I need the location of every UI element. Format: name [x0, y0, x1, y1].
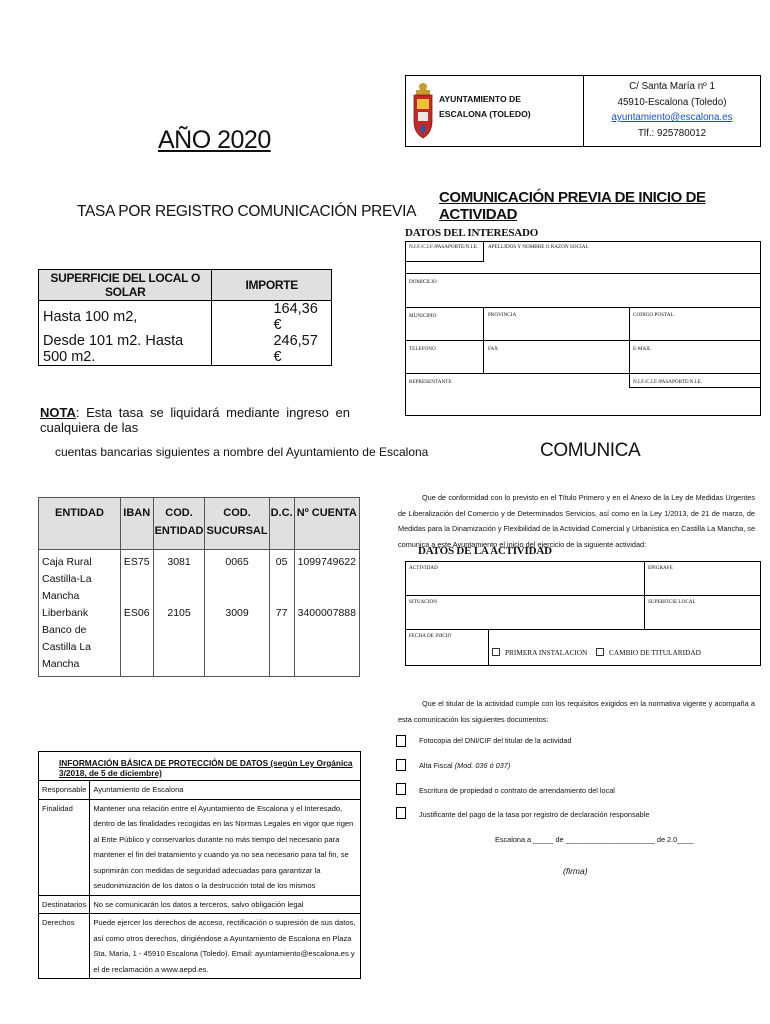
fee-header-surface: SUPERFICIE DEL LOCAL O SOLAR — [39, 270, 212, 301]
table-row — [39, 550, 360, 606]
signature-label: (firma) — [563, 866, 588, 876]
bank-iban: ES06 — [120, 605, 153, 677]
email-link[interactable]: ayuntamiento@escalona.es — [611, 112, 733, 123]
bank-dc: 77 — [269, 605, 294, 677]
nota-paragraph — [40, 405, 350, 435]
table-row — [39, 301, 332, 334]
bank-header-entity-code: COD. ENTIDAD — [153, 498, 205, 550]
bank-entity-code: 2105 — [153, 605, 205, 677]
representative-label: REPRESENTANTE — [409, 379, 452, 385]
data-protection-title: INFORMACIÓN BÁSICA DE PROTECCIÓN DE DATOS (según Ley Orgánica 3/2018, de 5 de diciembre) — [39, 752, 361, 781]
nota-text: : Esta tasa se liquidará mediante ingreso en cualquiera de las — [40, 405, 350, 435]
legal-paragraph: Que de conformidad con lo previsto en el Título Primero y en el Anexo de la Ley de Medidas Urgentes de Liberalización del Comercio y de Determinados Servicios, así como en la Ley 1/2013, de 21 de marzo, de Medidas para la Dinamización y Flexibilidad de la Actividad Comercial y Urbanística en Castilla La Mancha, se comunica a este Ayuntamiento el inicio del ejercicio de la siguiente actividad: — [398, 493, 755, 549]
bank-table — [38, 497, 360, 677]
year-heading: AÑO 2020 — [158, 126, 271, 154]
address-label: DOMICILIO — [409, 279, 437, 285]
doc-property: Escritura de propiedad o contrato de arrendamiento del local — [419, 786, 615, 795]
comunica-heading: COMUNICA — [540, 440, 641, 461]
doc-fiscal: Alta Fiscal (Mod. 036 ó 037) — [419, 761, 511, 770]
bank-entity-code: 3081 — [153, 550, 205, 606]
fiscal-model-note: (Mod. 036 ó 037) — [454, 761, 511, 770]
table-row — [39, 914, 361, 979]
gdpr-value: Mantener una relación entre el Ayuntamiento de Escalona y el Interesado, dentro de las finalidades recogidas en las Normas Legales en vigor que rigen al Ente Público y conservarlos durante no más tiempo del necesario para mantener el fin del tratamiento y cuando ya no sea necesario para tal fin, se suprimirán con medidas de seguridad adecuadas para garantizar la seudonimización de los datos o la destrucción total de los mismos — [90, 799, 361, 895]
table-row — [39, 799, 361, 895]
bank-header-account: Nº CUENTA — [294, 498, 359, 550]
nota-text-2: cuentas bancarias siguientes a nombre del Ayuntamiento de Escalona — [55, 445, 429, 459]
doc-dni: Fotocopia del DNI/CIF del titular de la actividad — [419, 736, 572, 745]
activity-label: ACTIVIDAD — [409, 565, 438, 571]
bank-account: 3400007888 — [294, 605, 359, 677]
gdpr-key: Finalidad — [39, 799, 90, 895]
gdpr-value: No se comunicarán los datos a terceros, salvo obligación legal — [90, 895, 361, 914]
municipality-label: MUNICIPIO — [409, 313, 437, 319]
gdpr-key: Destinatarios — [39, 895, 90, 914]
bank-header-dc: D.C. — [269, 498, 294, 550]
interesado-section-title: DATOS DEL INTERESADO — [405, 227, 539, 239]
doc-checkbox-property[interactable] — [396, 783, 406, 795]
coat-of-arms-icon — [411, 81, 435, 146]
bank-entity: Liberbank Banco de Castilla La Mancha — [39, 605, 121, 677]
municipality-header — [405, 75, 761, 147]
fee-header-amount: IMPORTE — [212, 270, 332, 301]
address: C/ Santa María nº 1 — [629, 81, 715, 92]
bank-dc: 05 — [269, 550, 294, 606]
fee-surface: Desde 101 m2. Hasta 500 m2. — [39, 333, 212, 366]
fee-amount: 246,57 € — [212, 333, 332, 366]
ownership-change-option[interactable]: CAMBIO DE TITULARIDAD — [596, 648, 701, 657]
first-installation-checkbox[interactable] — [492, 648, 500, 656]
gdpr-key: Derechos — [39, 914, 90, 979]
nota-label: NOTA — [40, 405, 76, 420]
name-label: APELLIDOS Y NOMBRE O RAZON SOCIAL — [488, 244, 589, 250]
doc-checkbox-payment[interactable] — [396, 807, 406, 819]
city: 45910-Escalona (Toledo) — [617, 96, 727, 108]
fee-subtitle: TASA POR REGISTRO COMUNICACIÓN PREVIA — [77, 203, 417, 220]
table-row — [39, 895, 361, 914]
form-title: COMUNICACIÓN PREVIA DE INICIO DE ACTIVIDAD — [439, 189, 706, 223]
fax-label: FAX — [488, 346, 498, 352]
table-row — [39, 333, 332, 366]
phone-label: TELEFONO — [409, 346, 436, 352]
fee-amount: 164,36 € — [212, 301, 332, 334]
fee-surface: Hasta 100 m2, — [39, 301, 212, 334]
bank-branch-code: 3009 — [205, 605, 269, 677]
province-label: PROVINCIA — [488, 312, 517, 318]
doc-payment: Justificante del pago de la tasa por registro de declaración responsable — [419, 810, 650, 819]
gdpr-key: Responsable — [39, 781, 90, 800]
gdpr-value: Puede ejercer los derechos de acceso, rectificación o supresión de sus datos, así como otros derechos, dirigiéndose a Ayuntamiento de Escalona en Plaza Sta. María, 1 - 45910 Escalona (Toledo). Email: ayuntamiento@escalona.es y el de reclamación a www.aepd.es. — [90, 914, 361, 979]
bank-entity: Caja Rural Castilla-La Mancha — [39, 550, 121, 606]
surface-label: SUPERFICIE LOCAL — [648, 599, 696, 605]
gdpr-value: Ayuntamiento de Escalona — [90, 781, 361, 800]
bank-header-iban: IBAN — [120, 498, 153, 550]
table-row — [39, 605, 360, 677]
activity-box — [405, 561, 761, 666]
bank-header-entity: ENTIDAD — [39, 498, 121, 550]
postal-code-label: CODIGO POSTAL — [633, 312, 674, 318]
fee-table — [38, 269, 332, 366]
representative-nif-label: N.I.F./C.I.F./PASAPORTE/N.I.E. — [633, 379, 703, 385]
bank-account: 1099749622 — [294, 550, 359, 606]
interesado-box — [405, 241, 761, 416]
epigraph-label: EPIGRAFE — [648, 565, 673, 571]
signature-date-line: Escalona a _____ de ______________________ de 2.0____ — [495, 835, 694, 844]
nif-label: N.I.F./C.I.F./PASAPORTE/N.I.E. — [409, 244, 479, 250]
doc-checkbox-dni[interactable] — [396, 735, 406, 747]
bank-iban: ES75 — [120, 550, 153, 606]
phone: Tlf.: 925780012 — [637, 127, 707, 139]
activity-section-title: DATOS DE LA ACTIVIDAD — [418, 545, 552, 557]
table-row — [39, 781, 361, 800]
data-protection-table — [38, 751, 361, 979]
bank-header-branch-code: COD. SUCURSAL — [205, 498, 269, 550]
start-date-label: FECHA DE INICIO — [409, 633, 452, 639]
first-installation-option[interactable]: PRIMERA INSTALACION — [492, 648, 587, 657]
organization-name: AYUNTAMIENTO DE ESCALONA (TOLEDO) — [439, 94, 531, 119]
email-label: E-MAIL — [633, 346, 652, 352]
contact-block — [584, 79, 760, 141]
bank-branch-code: 0065 — [205, 550, 269, 606]
situation-label: SITUACION — [409, 599, 437, 605]
ownership-change-checkbox[interactable] — [596, 648, 604, 656]
doc-checkbox-fiscal[interactable] — [396, 759, 406, 771]
requirements-paragraph: Que el titular de la actividad cumple con los requisitos exigidos en la normativa vigente y acompaña a esta comunicación los siguientes documentos: — [398, 699, 755, 724]
